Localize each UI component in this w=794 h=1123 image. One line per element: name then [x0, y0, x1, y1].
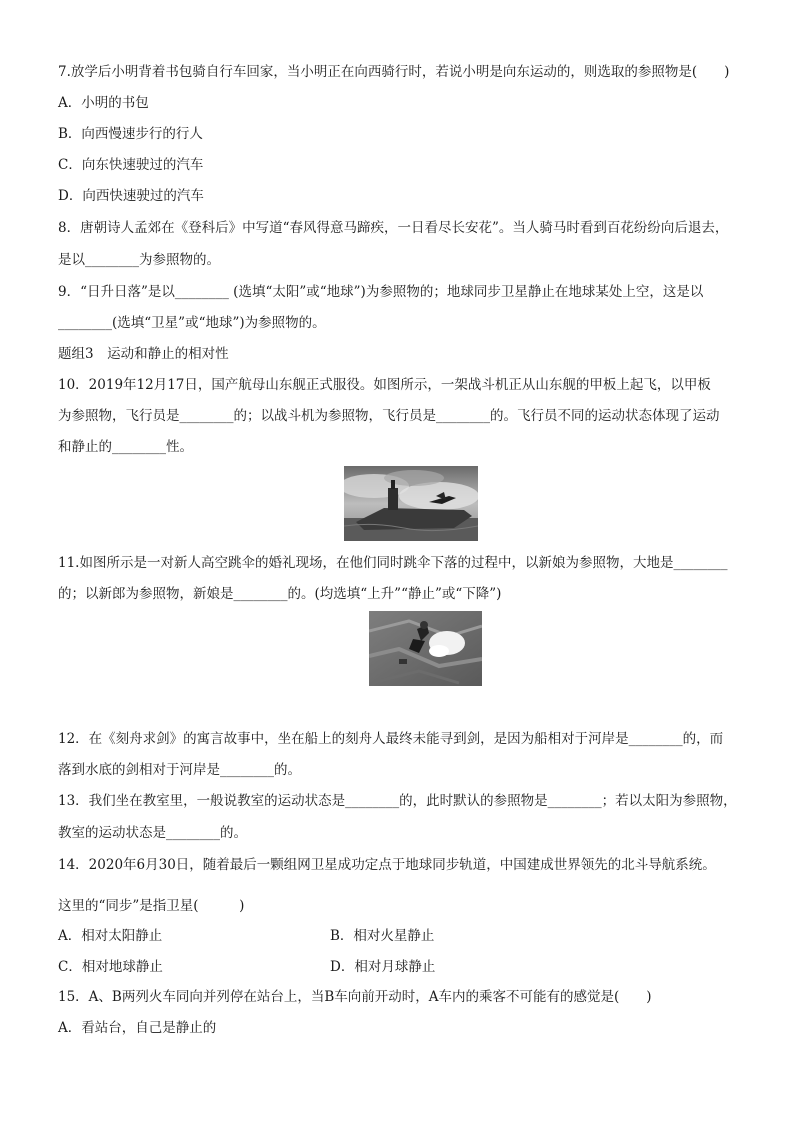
q7-option-a: A．小明的书包 [58, 95, 149, 111]
q13-line-2: 教室的运动状态是________的。 [58, 825, 247, 841]
q7-option-c: C．向东快速驶过的汽车 [58, 157, 204, 173]
q7-option-d: D．向西快速驶过的汽车 [58, 188, 204, 204]
q10-line-1: 10．2019年12月17日，国产航母山东舰正式服役。如图所示，一架战斗机正从山东舰的甲板上起飞，以甲板 [58, 377, 711, 393]
skydiving-wedding-photo [369, 611, 482, 686]
q10-line-2: 为参照物，飞行员是________的；以战斗机为参照物，飞行员是________的。飞行员不同的运动状态体现了运动 [58, 408, 720, 424]
q14-option-d: D．相对月球静止 [330, 959, 436, 975]
q14-option-c: C．相对地球静止 [58, 959, 163, 975]
q11-line-1: 11.如图所示是一对新人高空跳伞的婚礼现场，在他们同时跳伞下落的过程中，以新娘为参照物，大地是________ [58, 555, 728, 571]
q8-line-1: 8．唐朝诗人孟郊在《登科后》中写道“春风得意马蹄疾，一日看尽长安花”。当人骑马时看到百花纷纷向后退去， [58, 220, 729, 236]
q8-line-2: 是以________为参照物的。 [58, 252, 220, 268]
q7-option-b: B．向西慢速步行的行人 [58, 126, 203, 142]
q14-option-a: A．相对太阳静止 [58, 928, 163, 944]
q15-stem: 15．A、B两列火车同向并列停在站台上，当B车向前开动时，A车内的乘客不可能有的感觉是( ) [58, 989, 652, 1005]
q12-line-1: 12．在《刻舟求剑》的寓言故事中，坐在船上的刻舟人最终未能寻到剑，是因为船相对于河岸是________的，而 [58, 731, 724, 747]
q14-option-b: B．相对火星静止 [330, 928, 435, 944]
q14-line-1: 14．2020年6月30日，随着最后一颗组网卫星成功定点于地球同步轨道，中国建成世界领先的北斗导航系统。 [58, 857, 716, 873]
q14-line-2: 这里的“同步”是指卫星( ) [58, 898, 245, 914]
q12-line-2: 落到水底的剑相对于河岸是________的。 [58, 762, 301, 778]
q10-line-3: 和静止的________性。 [58, 439, 193, 455]
q15-option-a: A．看站台，自己是静止的 [58, 1020, 217, 1036]
q7-stem: 7.放学后小明背着书包骑自行车回家，当小明正在向西骑行时，若说小明是向东运动的，则选取的参照物是( ) [58, 64, 730, 80]
q11-line-2: 的；以新郎为参照物，新娘是________的。(均选填“上升”“静止”或“下降”) [58, 586, 502, 602]
aircraft-carrier-photo [344, 466, 478, 541]
q9-line-1: 9．“日升日落”是以________ (选填“太阳”或“地球”)为参照物的；地球同步卫星静止在地球某处上空，这是以 [58, 284, 704, 300]
q13-line-1: 13．我们坐在教室里，一般说教室的运动状态是________的，此时默认的参照物是________；若以太阳为参照物， [58, 793, 737, 809]
q9-line-2: ________(选填“卫星”或“地球”)为参照物的。 [58, 315, 326, 331]
group-3-heading: 题组3 运动和静止的相对性 [58, 346, 229, 362]
